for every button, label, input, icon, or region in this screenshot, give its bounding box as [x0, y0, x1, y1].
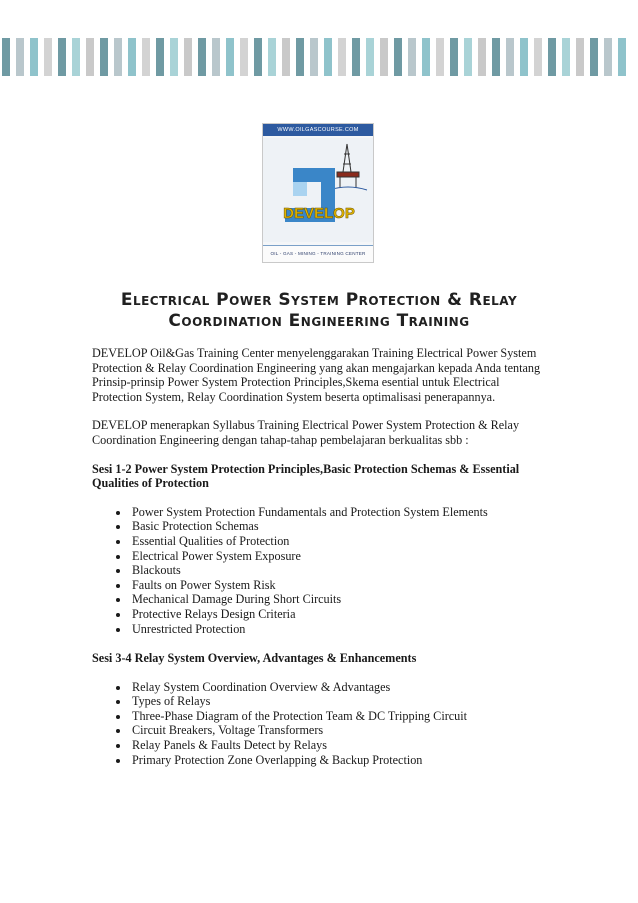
session-heading: Sesi 3-4 Relay System Overview, Advantages & Enhancements	[92, 651, 417, 666]
decorative-stripe	[506, 38, 514, 76]
list-item: • Protective Relays Design Criteria	[130, 607, 544, 622]
decorative-stripe	[450, 38, 458, 76]
decorative-stripe	[520, 38, 528, 76]
document-title	[88, 290, 550, 332]
decorative-stripe	[422, 38, 430, 76]
intro-paragraph-2: DEVELOP menerapkan Syllabus Training Electrical Power System Protection & Relay Coordination Engineering dengan tahap-tahap pembelajaran berkualitas sbb :	[92, 418, 520, 447]
decorative-stripe	[16, 38, 24, 76]
decorative-stripe	[170, 38, 178, 76]
decorative-stripe	[44, 38, 52, 76]
title-line-1: Electrical Power System Protection & Relay	[120, 290, 518, 310]
list-item: • Mechanical Damage During Short Circuits	[130, 592, 544, 607]
decorative-stripe	[352, 38, 360, 76]
list-item: • Basic Protection Schemas	[130, 519, 544, 534]
decorative-stripe	[324, 38, 332, 76]
session-2-list	[92, 680, 544, 768]
decorative-stripe	[296, 38, 304, 76]
decorative-stripe	[2, 38, 10, 76]
decorative-stripe	[478, 38, 486, 76]
decorative-stripe	[562, 38, 570, 76]
decorative-stripe	[408, 38, 416, 76]
decorative-stripe	[366, 38, 374, 76]
decorative-stripe	[268, 38, 276, 76]
decorative-stripe	[30, 38, 38, 76]
list-item: • Relay System Coordination Overview & Advantages	[130, 680, 544, 695]
decorative-stripe	[310, 38, 318, 76]
decorative-stripe	[618, 38, 626, 76]
decorative-stripe	[58, 38, 66, 76]
list-item: • Primary Protection Zone Overlapping & Backup Protection	[130, 753, 544, 768]
decorative-stripe	[492, 38, 500, 76]
decorative-stripe	[464, 38, 472, 76]
decorative-stripe	[534, 38, 542, 76]
list-item: • Electrical Power System Exposure	[130, 549, 544, 564]
list-item: • Unrestricted Protection	[130, 622, 544, 637]
decorative-stripe	[282, 38, 290, 76]
cover-footer-text: OIL - GAS - MINING - TRAINING CENTER	[263, 245, 373, 262]
decorative-stripe	[100, 38, 108, 76]
decorative-stripe	[240, 38, 248, 76]
decorative-stripe	[590, 38, 598, 76]
list-item: • Circuit Breakers, Voltage Transformers	[130, 723, 544, 738]
decorative-stripe	[226, 38, 234, 76]
decorative-stripe	[394, 38, 402, 76]
course-cover-image	[262, 123, 374, 263]
cover-url-text: WWW.OILGASCOURSE.COM	[263, 124, 373, 136]
decorative-stripe	[128, 38, 136, 76]
decorative-stripe	[548, 38, 556, 76]
develop-logo-graphic	[263, 138, 374, 242]
session-1-list	[92, 505, 544, 636]
decorative-stripe	[338, 38, 346, 76]
list-item: • Relay Panels & Faults Detect by Relays	[130, 738, 544, 753]
cover-brand-text: DEVELOP	[283, 205, 355, 222]
decorative-stripe	[380, 38, 388, 76]
title-line-2: Coordination Engineering Training	[168, 311, 470, 331]
list-item: • Three-Phase Diagram of the Protection Team & DC Tripping Circuit	[130, 709, 544, 724]
decorative-stripe	[254, 38, 262, 76]
list-item: • Essential Qualities of Protection	[130, 534, 544, 549]
decorative-stripe	[184, 38, 192, 76]
decorative-stripe	[72, 38, 80, 76]
intro-paragraph-1: DEVELOP Oil&Gas Training Center menyelenggarakan Training Electrical Power System Protection & Relay Coordination Engineering yang akan mengajarkan kepada Anda tentang Prinsip-prinsip Power System Protection Principles,Skema esential untuk Electrical Protection System, Relay Coordination System beserta optimalisasi penerapannya.	[92, 346, 541, 404]
decorative-stripe	[212, 38, 220, 76]
decorative-stripe	[576, 38, 584, 76]
decorative-stripe-border	[0, 38, 638, 76]
document-body	[92, 346, 544, 782]
decorative-stripe	[142, 38, 150, 76]
list-item: • Types of Relays	[130, 694, 544, 709]
decorative-stripe	[604, 38, 612, 76]
decorative-stripe	[156, 38, 164, 76]
session-heading: Sesi 1-2 Power System Protection Principles,Basic Protection Schemas & Essential Qualities of Protection	[92, 461, 520, 491]
decorative-stripe	[436, 38, 444, 76]
list-item: • Faults on Power System Risk	[130, 578, 544, 593]
decorative-stripe	[198, 38, 206, 76]
decorative-stripe	[86, 38, 94, 76]
list-item: • Power System Protection Fundamentals and Protection System Elements	[130, 505, 544, 520]
decorative-stripe	[114, 38, 122, 76]
list-item: • Blackouts	[130, 563, 544, 578]
